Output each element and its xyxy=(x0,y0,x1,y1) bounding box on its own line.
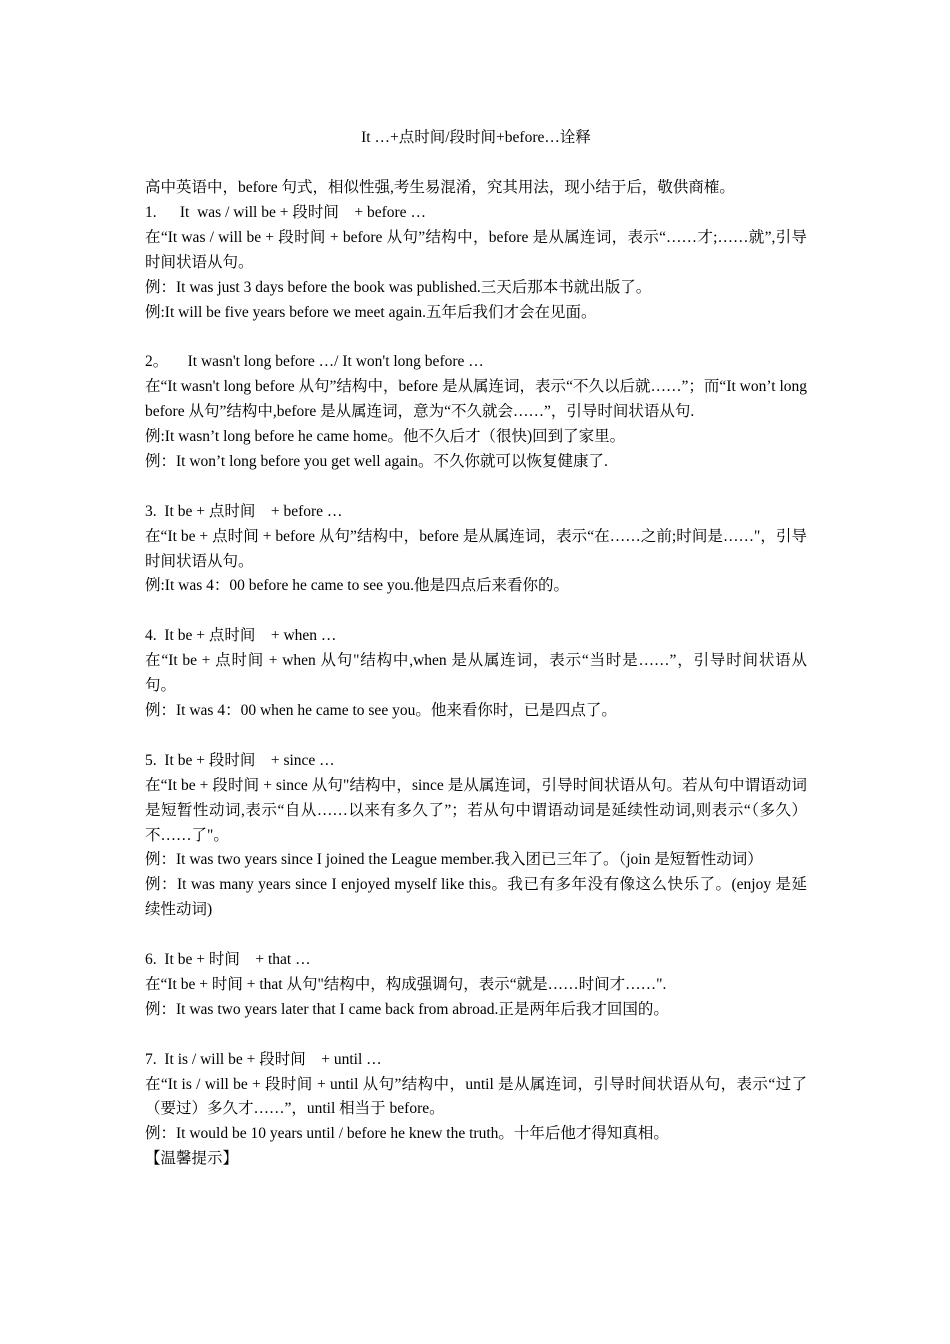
example-sentence: 例：It was two years since I joined the League member.我入团已三年了。（join 是短暂性动词） xyxy=(145,851,763,869)
document-title: It …+点时间/段时间+before…诠释 xyxy=(361,129,591,146)
section-3 xyxy=(145,475,807,600)
intro-paragraph: 高中英语中，before 句式，相似性强,考生易混淆，究其用法，现小结于后，敬供商榷。 xyxy=(145,179,735,196)
example-sentence: 例：It was just 3 days before the book was published.三天后那本书就出版了。 xyxy=(145,278,652,296)
section-spacer xyxy=(145,599,807,624)
example-sentence: 例:It will be five years before we meet again.五年后我们才会在见面。 xyxy=(145,303,597,321)
example-sentence: 例：It was 4：00 when he came to see you。他来看你时，已是四点了。 xyxy=(145,701,617,719)
section-5 xyxy=(145,724,807,923)
section-1 xyxy=(145,201,807,326)
section-spacer xyxy=(145,1023,807,1048)
section-explanation: 在“It was / will be + 段时间 + before 从句”结构中，before 是从属连词，表示“……才;……就”,引导时间状语从句。 xyxy=(145,228,807,271)
example-sentence: 例：It was many years since I enjoyed myself like this。我已有多年没有像这么快乐了。(enjoy 是延续性动词) xyxy=(145,876,807,919)
example-sentence: 例:It wasn’t long before he came home。他不久后才（很快)回到了家里。 xyxy=(145,428,626,446)
section-heading: 2。 It wasn't long before …/ It won't long before … xyxy=(145,353,484,371)
section-spacer xyxy=(145,724,807,749)
section-2 xyxy=(145,325,807,474)
example-sentence: 例：It would be 10 years until / before he knew the truth。十年后他才得知真相。 xyxy=(145,1125,669,1143)
footer-tip: 【温馨提示】 xyxy=(145,1150,239,1168)
section-heading: 1. It was / will be + 段时间 + before … xyxy=(145,203,426,221)
section-spacer xyxy=(145,475,807,500)
section-explanation: 在“It be + 点时间 + before 从句”结构中，before 是从属连词，表示“在……之前;时间是……"，引导时间状语从句。 xyxy=(145,527,807,570)
section-heading: 6. It be + 时间 + that … xyxy=(145,951,311,969)
section-spacer xyxy=(145,325,807,350)
section-7 xyxy=(145,1023,807,1148)
section-heading: 3. It be + 点时间 + before … xyxy=(145,502,343,520)
section-explanation: 在“It be + 段时间 + since 从句"结构中，since 是从属连词，引导时间状语从句。若从句中谓语动词是短暂性动词,表示“自从……以来有多久了”；若从句中谓语动词是延续性动词,则表示“（多久）不……了"。 xyxy=(145,776,807,844)
section-4 xyxy=(145,599,807,724)
section-spacer xyxy=(145,923,807,948)
section-heading: 4. It be + 点时间 + when … xyxy=(145,627,337,645)
example-sentence: 例：It was two years later that I came back from abroad.正是两年后我才回国的。 xyxy=(145,1000,669,1018)
section-heading: 5. It be + 段时间 + since … xyxy=(145,751,335,769)
section-6 xyxy=(145,923,807,1023)
document-body xyxy=(145,126,807,1172)
section-explanation: 在“It be + 时间 + that 从句"结构中，构成强调句，表示“就是……时间才……". xyxy=(145,975,667,993)
section-explanation: 在“It wasn't long before 从句”结构中，before 是从属连词，表示“不久以后就……”；而“It won’t long before 从句”结构中,before 是从属连词，意为“不久就会……”，引导时间状语从句. xyxy=(145,378,807,421)
section-explanation: 在“It be + 点时间 + when 从句"结构中,when 是从属连词，表示“当时是……”，引导时间状语从句。 xyxy=(145,652,807,695)
section-explanation: 在“It is / will be + 段时间 + until 从句”结构中，until 是从属连词，引导时间状语从句，表示“过了（要过）多久才……”，until 相当于 before。 xyxy=(145,1075,807,1118)
section-heading: 7. It is / will be + 段时间 + until … xyxy=(145,1050,382,1068)
example-sentence: 例:It was 4：00 before he came to see you.他是四点后来看你的。 xyxy=(145,577,570,595)
sections-container xyxy=(145,201,807,1147)
example-sentence: 例：It won’t long before you get well again。不久你就可以恢复健康了. xyxy=(145,452,608,470)
